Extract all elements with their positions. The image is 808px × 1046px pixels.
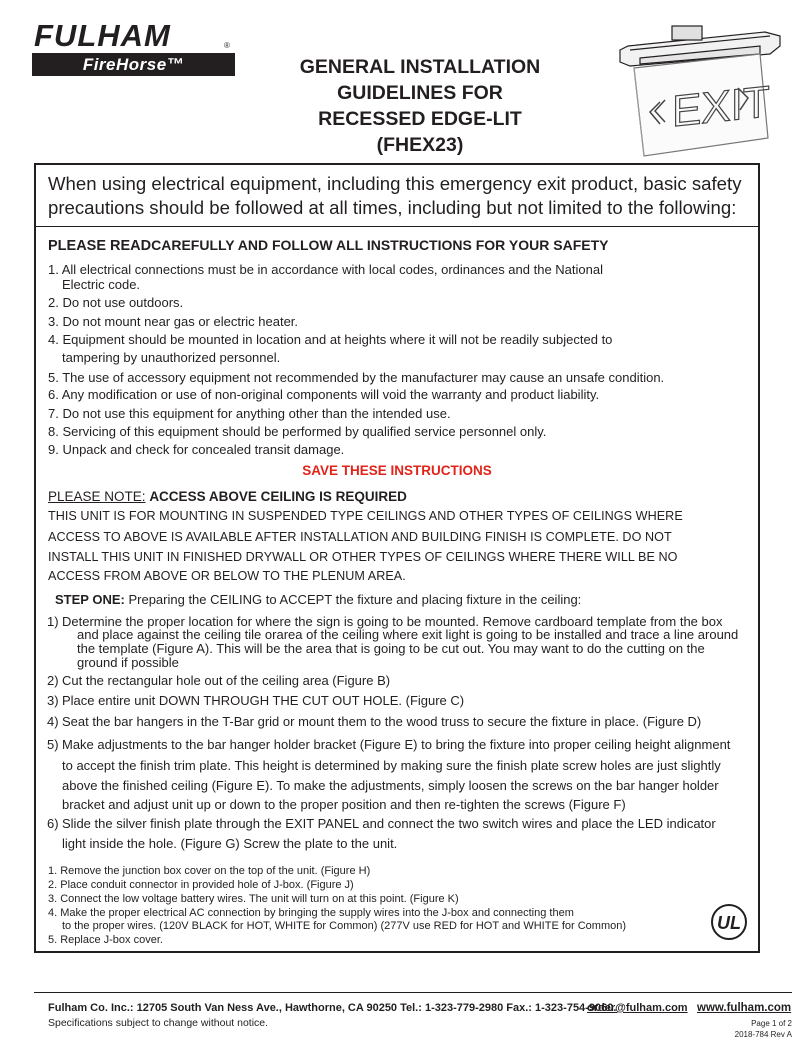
- ul-listed-icon: [709, 902, 749, 942]
- final-step: 4. Make the proper electrical AC connection by bringing the supply wires into the J-box and connecting them: [48, 907, 574, 919]
- step-number: 3): [47, 693, 59, 708]
- note-line: THIS UNIT IS FOR MOUNTING IN SUSPENDED TYPE CEILINGS AND OTHER TYPES OF CEILINGS WHERE: [48, 509, 683, 523]
- title-line: GUIDELINES FOR: [337, 82, 503, 104]
- exit-sign-illustration: [610, 20, 790, 160]
- step-one-label: STEP ONE:: [55, 592, 125, 607]
- step-line: Cut the rectangular hole out of the ceiling area (Figure B): [62, 673, 391, 688]
- safety-item: 6. Any modification or use of non-original components will void the warranty and product liability.: [48, 387, 600, 402]
- final-step: 5. Replace J-box cover.: [48, 934, 163, 946]
- safety-heading-lead: PLEASE READ: [48, 238, 152, 254]
- page-number: Page 1 of 2: [751, 1019, 792, 1028]
- title-line: (FHEX23): [376, 134, 464, 156]
- fulham-firehorse-logo: [32, 20, 235, 78]
- note-label: PLEASE NOTE:: [48, 489, 146, 504]
- brand-bottom-text: FireHorse™: [32, 53, 235, 76]
- title-line: GENERAL INSTALLATION: [299, 56, 541, 78]
- step-line: Slide the silver finish plate through the EXIT PANEL and connect the two switch wires and place the LED indicator: [62, 816, 716, 831]
- step-number: 1): [47, 614, 59, 629]
- note-line: ACCESS FROM ABOVE OR BELOW TO THE PLENUM AREA.: [48, 569, 406, 583]
- note-line: ACCESS TO ABOVE IS AVAILABLE AFTER INSTALLATION AND BUILDING FINISH IS COMPLETE. DO NOT: [48, 530, 672, 544]
- website-link[interactable]: www.fulham.com: [697, 1002, 792, 1014]
- final-step-continued: to the proper wires. (120V BLACK for HOT, WHITE for Common) (277V use RED for HOT and WHITE for Common): [62, 920, 627, 932]
- step-number: 4): [47, 714, 59, 729]
- step-line: and place against the ceiling tile orarea of the ceiling where exit light is going to be installed and trace a line around: [77, 627, 739, 642]
- step-number: 2): [47, 673, 59, 688]
- fulham-wordmark: [32, 20, 235, 50]
- step-line: Place entire unit DOWN THROUGH THE CUT OUT HOLE. (Figure C): [62, 693, 465, 708]
- step-line: the template (Figure A). This will be the area that is going to be cut out. You may want to do the cutting on the: [77, 641, 705, 656]
- footer-divider: [34, 992, 792, 993]
- ul-mark-text: UL: [717, 913, 741, 933]
- safety-item-continued: tampering by unauthorized personnel.: [62, 350, 281, 365]
- step-line: bracket and adjust unit up or down to the proper position and then re-tighten the screws (Figure F): [62, 797, 626, 812]
- step-line: ground if possible: [77, 655, 179, 670]
- step-number: 5): [47, 737, 59, 752]
- final-step: 2. Place conduit connector in provided hole of J-box. (Figure J): [48, 879, 354, 891]
- page-title: [270, 54, 570, 158]
- note-heading: ACCESS ABOVE CEILING IS REQUIRED: [149, 489, 407, 504]
- safety-item: 8. Servicing of this equipment should be performed by qualified service personnel only.: [48, 424, 547, 439]
- document-revision: 2018-784 Rev A: [734, 1030, 792, 1039]
- safety-item: 4. Equipment should be mounted in location and at heights where it will not be readily subjected to: [48, 332, 613, 347]
- email-link[interactable]: order@fulham.com: [587, 1002, 688, 1014]
- note-line: INSTALL THIS UNIT IN FINISHED DRYWALL OR OTHER TYPES OF CEILINGS WHERE THERE WILL BE NO: [48, 550, 678, 564]
- company-address: Fulham Co. Inc.: 12705 South Van Ness Ave., Hawthorne, CA 90250 Tel.: 1-323-779-2980 Fax.: 1-323-754-9060.: [48, 1002, 617, 1014]
- spec-disclaimer: Specifications subject to change without notice.: [48, 1017, 269, 1029]
- access-note-heading: [48, 489, 407, 504]
- save-instructions-notice: SAVE THESE INSTRUCTIONS: [302, 463, 492, 478]
- step-one-heading: [55, 592, 581, 607]
- safety-item: 3. Do not mount near gas or electric heater.: [48, 314, 299, 329]
- safety-heading-rest: CAREFULLY AND FOLLOW ALL INSTRUCTIONS FOR YOUR SAFETY: [151, 237, 609, 253]
- registered-mark: ®: [224, 41, 230, 50]
- title-line: RECESSED EDGE-LIT: [318, 108, 522, 130]
- step-line: above the finished ceiling (Figure E). To make the adjustments, simply loosen the screws on the bar hanger holder: [62, 778, 719, 793]
- step-line: Make adjustments to the bar hanger holder bracket (Figure E) to bring the fixture into proper ceiling height alignment: [62, 737, 731, 752]
- safety-heading: [48, 237, 608, 254]
- step-line: light inside the hole. (Figure G) Screw the plate to the unit.: [62, 836, 398, 851]
- brand-top-text: FULHAM: [34, 20, 171, 50]
- safety-item-continued: Electric code.: [62, 277, 141, 292]
- final-step: 3. Connect the low voltage battery wires. The unit will turn on at this point. (Figure K): [48, 893, 459, 905]
- safety-item: 5. The use of accessory equipment not recommended by the manufacturer may cause an unsafe condition.: [48, 370, 665, 385]
- step-one-text: Preparing the CEILING to ACCEPT the fixture and placing fixture in the ceiling:: [128, 592, 582, 607]
- step-line: Seat the bar hangers in the T-Bar grid or mount them to the wood truss to secure the fixture in place. (Figure D): [62, 714, 702, 729]
- intro-statement: When using electrical equipment, including this emergency exit product, basic safety precautions should be followed at all times, including but not limited to the following:: [48, 173, 742, 218]
- step-line: to accept the finish trim plate. This height is determined by making sure the finish plate screw holes are just slightly: [62, 758, 721, 773]
- safety-item: 1. All electrical connections must be in accordance with local codes, ordinances and the National: [48, 262, 603, 277]
- safety-item: 9. Unpack and check for concealed transit damage.: [48, 442, 345, 457]
- step-number: 6): [47, 816, 59, 831]
- exit-sign-text: EXIT: [672, 77, 770, 137]
- step-line: Determine the proper location for where the sign is going to be mounted. Remove cardboard template from the box: [62, 614, 723, 629]
- divider: [34, 226, 760, 227]
- safety-item: 7. Do not use this equipment for anything other than the intended use.: [48, 406, 451, 421]
- safety-item: 2. Do not use outdoors.: [48, 295, 184, 310]
- final-step: 1. Remove the junction box cover on the top of the unit. (Figure H): [48, 865, 371, 877]
